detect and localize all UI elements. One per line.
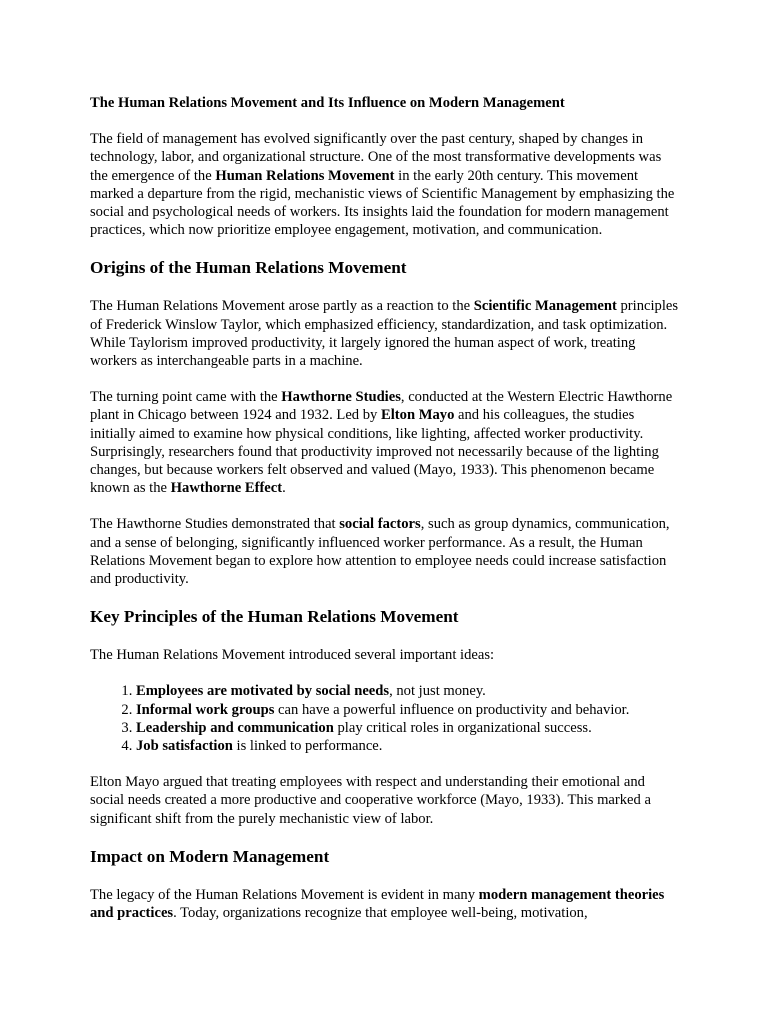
intro-paragraph <box>90 130 682 239</box>
list-item-bold: Informal work groups <box>136 701 275 718</box>
origins-p2-text-3: and his colleagues, the studies initially aimed to examine how physical conditions, like lighting, affected worker productivity. Surprisingly, researchers found that productivity improved not necessarily because of the lighting changes, but because workers felt observed and valued (Mayo, 1933). This phenomenon became known as the <box>90 407 659 497</box>
list-item <box>136 719 682 737</box>
list-item-text: , not just money. <box>389 683 486 700</box>
list-item-bold: Job satisfaction <box>136 738 233 755</box>
intro-text-2: in the early 20th century. This movement marked a departure from the rigid, mechanistic views of Scientific Management by emphasizing the social and psychological needs of workers. Its insights laid the foundation for modern management practices, which now prioritize employee engagement, motivation, and communication. <box>90 167 675 239</box>
impact-p1-text-2: . Today, organizations recognize that employee well-being, motivation, <box>173 905 588 922</box>
list-item <box>136 737 682 755</box>
principles-heading: Key Principles of the Human Relations Movement <box>90 607 459 627</box>
impact-paragraph-1 <box>90 886 682 922</box>
intro-bold-1: Human Relations Movement <box>215 167 395 184</box>
impact-heading: Impact on Modern Management <box>90 846 330 866</box>
origins-paragraph-1 <box>90 297 682 370</box>
list-item <box>136 701 682 719</box>
origins-heading: Origins of the Human Relations Movement <box>90 258 407 278</box>
origins-p3-bold-1: social factors <box>339 516 421 533</box>
list-item-bold: Leadership and communication <box>136 719 334 736</box>
origins-p2-text-1: The turning point came with the <box>90 389 282 406</box>
origins-p1-bold-1: Scientific Management <box>473 298 617 315</box>
origins-p2-text-4: . <box>282 480 286 497</box>
origins-p2-text-2: , conducted at the Western Electric Hawthorne plant in Chicago between 1924 and 1932. Led by <box>90 389 673 424</box>
impact-p1-bold-1: modern management theories and practices <box>90 886 665 922</box>
document-page <box>90 94 682 940</box>
origins-p2-bold-3: Hawthorne Effect <box>170 480 283 497</box>
principles-list <box>90 682 682 755</box>
intro-text-1: The field of management has evolved significantly over the past century, shaped by changes in technology, labor, and organizational structure. One of the most transformative developments was the emergence of the <box>90 131 662 184</box>
origins-p1-text-1: The Human Relations Movement arose partly as a reaction to the <box>90 298 474 315</box>
list-item-bold: Employees are motivated by social needs <box>136 683 390 700</box>
origins-paragraph-2 <box>90 388 682 497</box>
principles-closing: Elton Mayo argued that treating employees with respect and understanding their emotional and social needs created a more productive and cooperative workforce (Mayo, 1933). This marked a significant shift from the purely mechanistic view of labor. <box>90 774 651 827</box>
origins-p3-text-1: The Hawthorne Studies demonstrated that <box>90 516 340 533</box>
origins-p1-text-2: principles of Frederick Winslow Taylor, which emphasized efficiency, standardization, and task optimization. While Taylorism improved productivity, it largely ignored the human aspect of work, treating workers as interchangeable parts in a machine. <box>90 298 679 370</box>
impact-p1-text-1: The legacy of the Human Relations Movement is evident in many <box>90 886 479 903</box>
list-item-text: play critical roles in organizational success. <box>333 719 592 736</box>
document-title: The Human Relations Movement and Its Influence on Modern Management <box>90 95 565 111</box>
list-item-text: is linked to performance. <box>232 738 383 755</box>
origins-paragraph-3 <box>90 515 682 588</box>
origins-p3-text-2: , such as group dynamics, communication, and a sense of belonging, significantly influenced worker performance. As a result, the Human Relations Movement began to explore how attention to employee needs could increase satisfaction and productivity. <box>90 516 670 588</box>
list-item <box>136 682 682 700</box>
list-item-text: can have a powerful influence on productivity and behavior. <box>274 701 630 718</box>
principles-intro: The Human Relations Movement introduced several important ideas: <box>90 647 495 664</box>
origins-p2-bold-1: Hawthorne Studies <box>281 389 401 406</box>
origins-p2-bold-2: Elton Mayo <box>381 407 455 424</box>
